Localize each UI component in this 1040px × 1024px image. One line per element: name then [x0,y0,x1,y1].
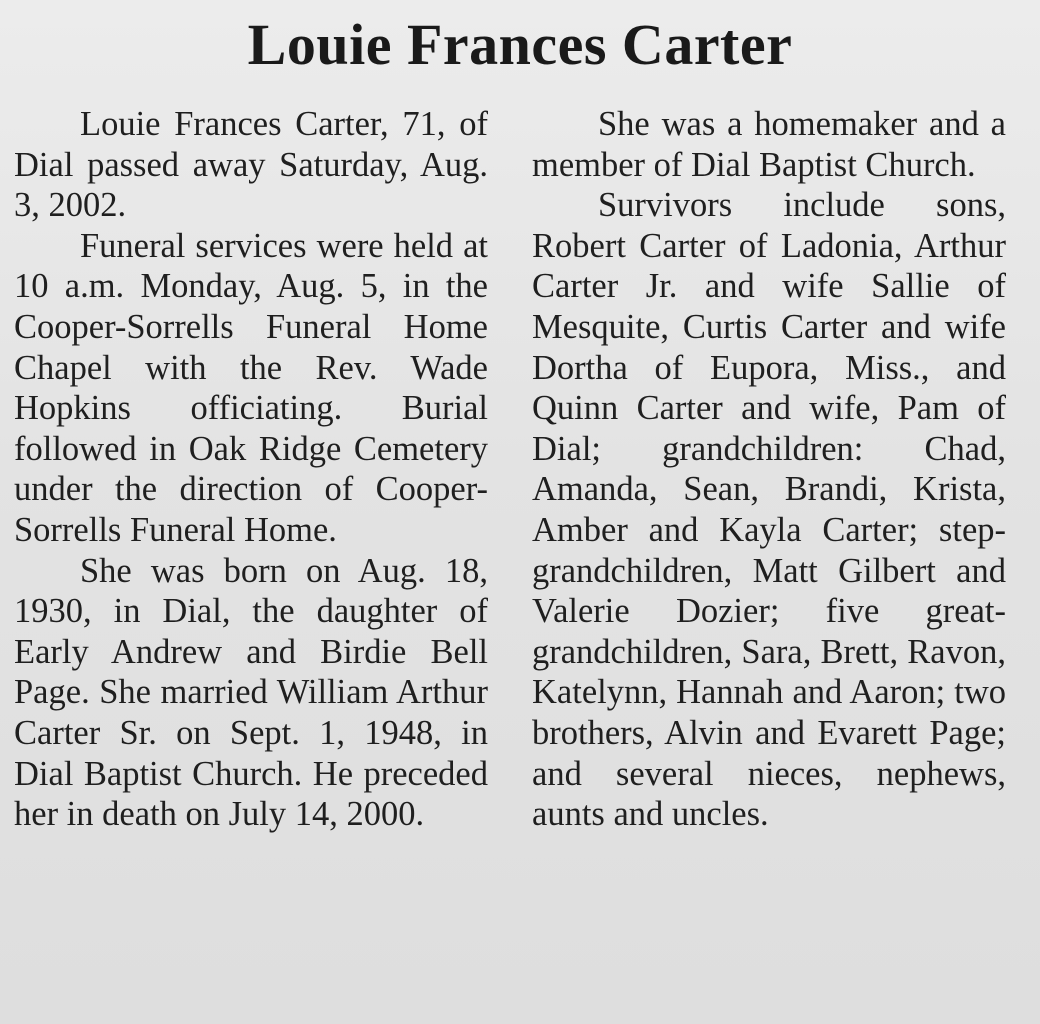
right-column [532,104,1006,835]
paragraph-survivors: Survivors include sons, Robert Carter of Ladonia, Arthur Carter Jr. and wife Sallie of Mesquite, Curtis Carter and wife Dortha of Eupora, Miss., and Quinn Carter and wife, Pam of Dial; grandchildren: Chad, Amanda, Sean, Brandi, Krista, Amber and Kayla Carter; step-grandchildren, Matt Gilbert and Valerie Dozier; five great-grandchildren, Sara, Brett, Ravon, Katelynn, Hannah and Aaron; two brothers, Alvin and Evarett Page; and several nieces, nephews, aunts and uncles. [532,186,1006,834]
paragraph-funeral-services: Funeral services were held at 10 a.m. Monday, Aug. 5, in the Cooper-Sorrells Funeral Home Chapel with the Rev. Wade Hopkins officiating. Burial followed in Oak Ridge Cemetery under the direction of Cooper-Sorrells Funeral Home. [14,226,488,549]
paragraph-biography: She was born on Aug. 18, 1930, in Dial, the daughter of Early Andrew and Birdie Bell Page. She married William Arthur Carter Sr. on Sept. 1, 1948, in Dial Baptist Church. He preceded her in death on July 14, 2000. [14,551,488,834]
paragraph-death-notice: Louie Frances Carter, 71, of Dial passed away Saturday, Aug. 3, 2002. [14,105,488,225]
paragraph-occupation: She was a homemaker and a member of Dial Baptist Church. [532,105,1006,184]
obituary-headline: Louie Frances Carter [247,12,793,77]
left-column [14,104,488,835]
